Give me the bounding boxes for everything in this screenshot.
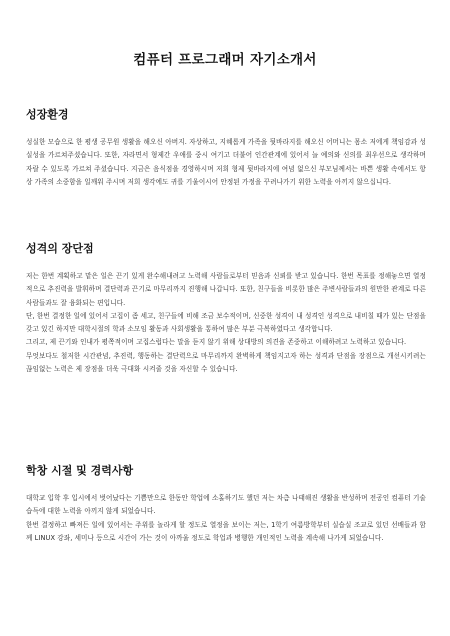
paragraph: 성실한 모습으로 한 평생 공무원 생활을 해오신 아버지. 자상하고, 지혜롭게 가족을 뒷바라지를 해오신 어머니는 몸소 저에게 책임감과 성실성을 가르쳐주셨습니다. 또한, 자라면서 형제간 우애를 중시 여기고 더불어 인간관계에 있어서 늘 예의와 신의를 최우선으로 생각하며 자랄 수 있도록 가르쳐 주셨습니다. 지금은 음식점을 경영하시며 저희 형제 뒷바라지에 여념 없으신 부모님께서는 바쁜 생활 속에서도 항상 가족의 소중함을 일깨워 주시며 저희 생각에도 귀를 기울이시어 안정된 가정을 꾸려나가기 위한 노력을 아끼지 않으십니다.: [26, 138, 426, 186]
document-title: 컴퓨터 프로그래머 자기소개서: [133, 52, 317, 68]
section-heading: 성장환경: [26, 108, 69, 121]
paragraph: 무엇보다도 철저한 시간관념, 추진력, 행동하는 결단력으로 마무리까지 완벽하게 책임지고자 하는 성격과 단점을 장점으로 개선시키려는 끊임없는 노력은 제 장점을 더욱 극대화 시켜줄 것을 자신할 수 있습니다.: [26, 351, 426, 374]
section-growth-environment: [26, 106, 426, 189]
section-heading: 학창 시절 및 경력사항: [26, 464, 134, 477]
paragraph: 단, 한번 결정한 일에 있어서 고집이 좀 세고, 친구들에 비해 조금 보수적이며, 신중한 성격이 내 성격인 성격으로 내비칠 때가 있는 단점을 갖고 있긴 하지만 대학시절의 학과 소모임 활동과 사회생활을 통하여 많은 부분 극복하였다고 생각합니다.: [26, 311, 426, 334]
section-school-career: [26, 462, 426, 545]
section-heading: 성격의 장단점: [26, 242, 94, 255]
paragraph: 대학교 입학 후 입시에서 벗어났다는 기쁨만으로 한동안 학업에 소홀하기도 했던 저는 차츰 나태해진 생활을 반성하며 전공인 컴퓨터 기술습득에 대한 노력을 아끼지 않게 되었습니다.: [26, 494, 426, 516]
section-body: [26, 492, 426, 545]
section-body: [26, 270, 426, 376]
paragraph: 한번 결정하고 빠져든 일에 있어서는 주위를 놀라게 할 정도로 열정을 보이는 저는, 1학기 여름방학부터 실습실 조교로 있던 선배들과 함께 LINUX 강좌, 세미나 등으로 시간이 가는 것이 아까울 정도로 학업과 병행한 개인적인 노력을 계속해 나가게 되었습니다.: [26, 520, 426, 542]
paragraph: 그리고, 제 끈기와 인내가 평쪽적이며 고집스럽다는 말을 듣지 않기 위해 상대방의 의견을 존중하고 이해하려고 노력하고 있습니다.: [26, 338, 407, 347]
paragraph: 저는 한번 계획하고 맡은 일은 끈기 있게 완수해내려고 노력해 사람들로부터 믿음과 신뢰를 받고 있습니다. 한번 목표를 정해놓으면 열정적으로 추진력을 발휘하며 결단력과 끈기로 마무리까지 진행해 나갑니다. 또한, 친구들을 비롯한 많은 주변사람들과의 원만한 관계로 다른 사람들과도 잘 융화되는 편입니다.: [26, 272, 426, 307]
section-personality: [26, 240, 426, 376]
section-body: [26, 136, 426, 189]
